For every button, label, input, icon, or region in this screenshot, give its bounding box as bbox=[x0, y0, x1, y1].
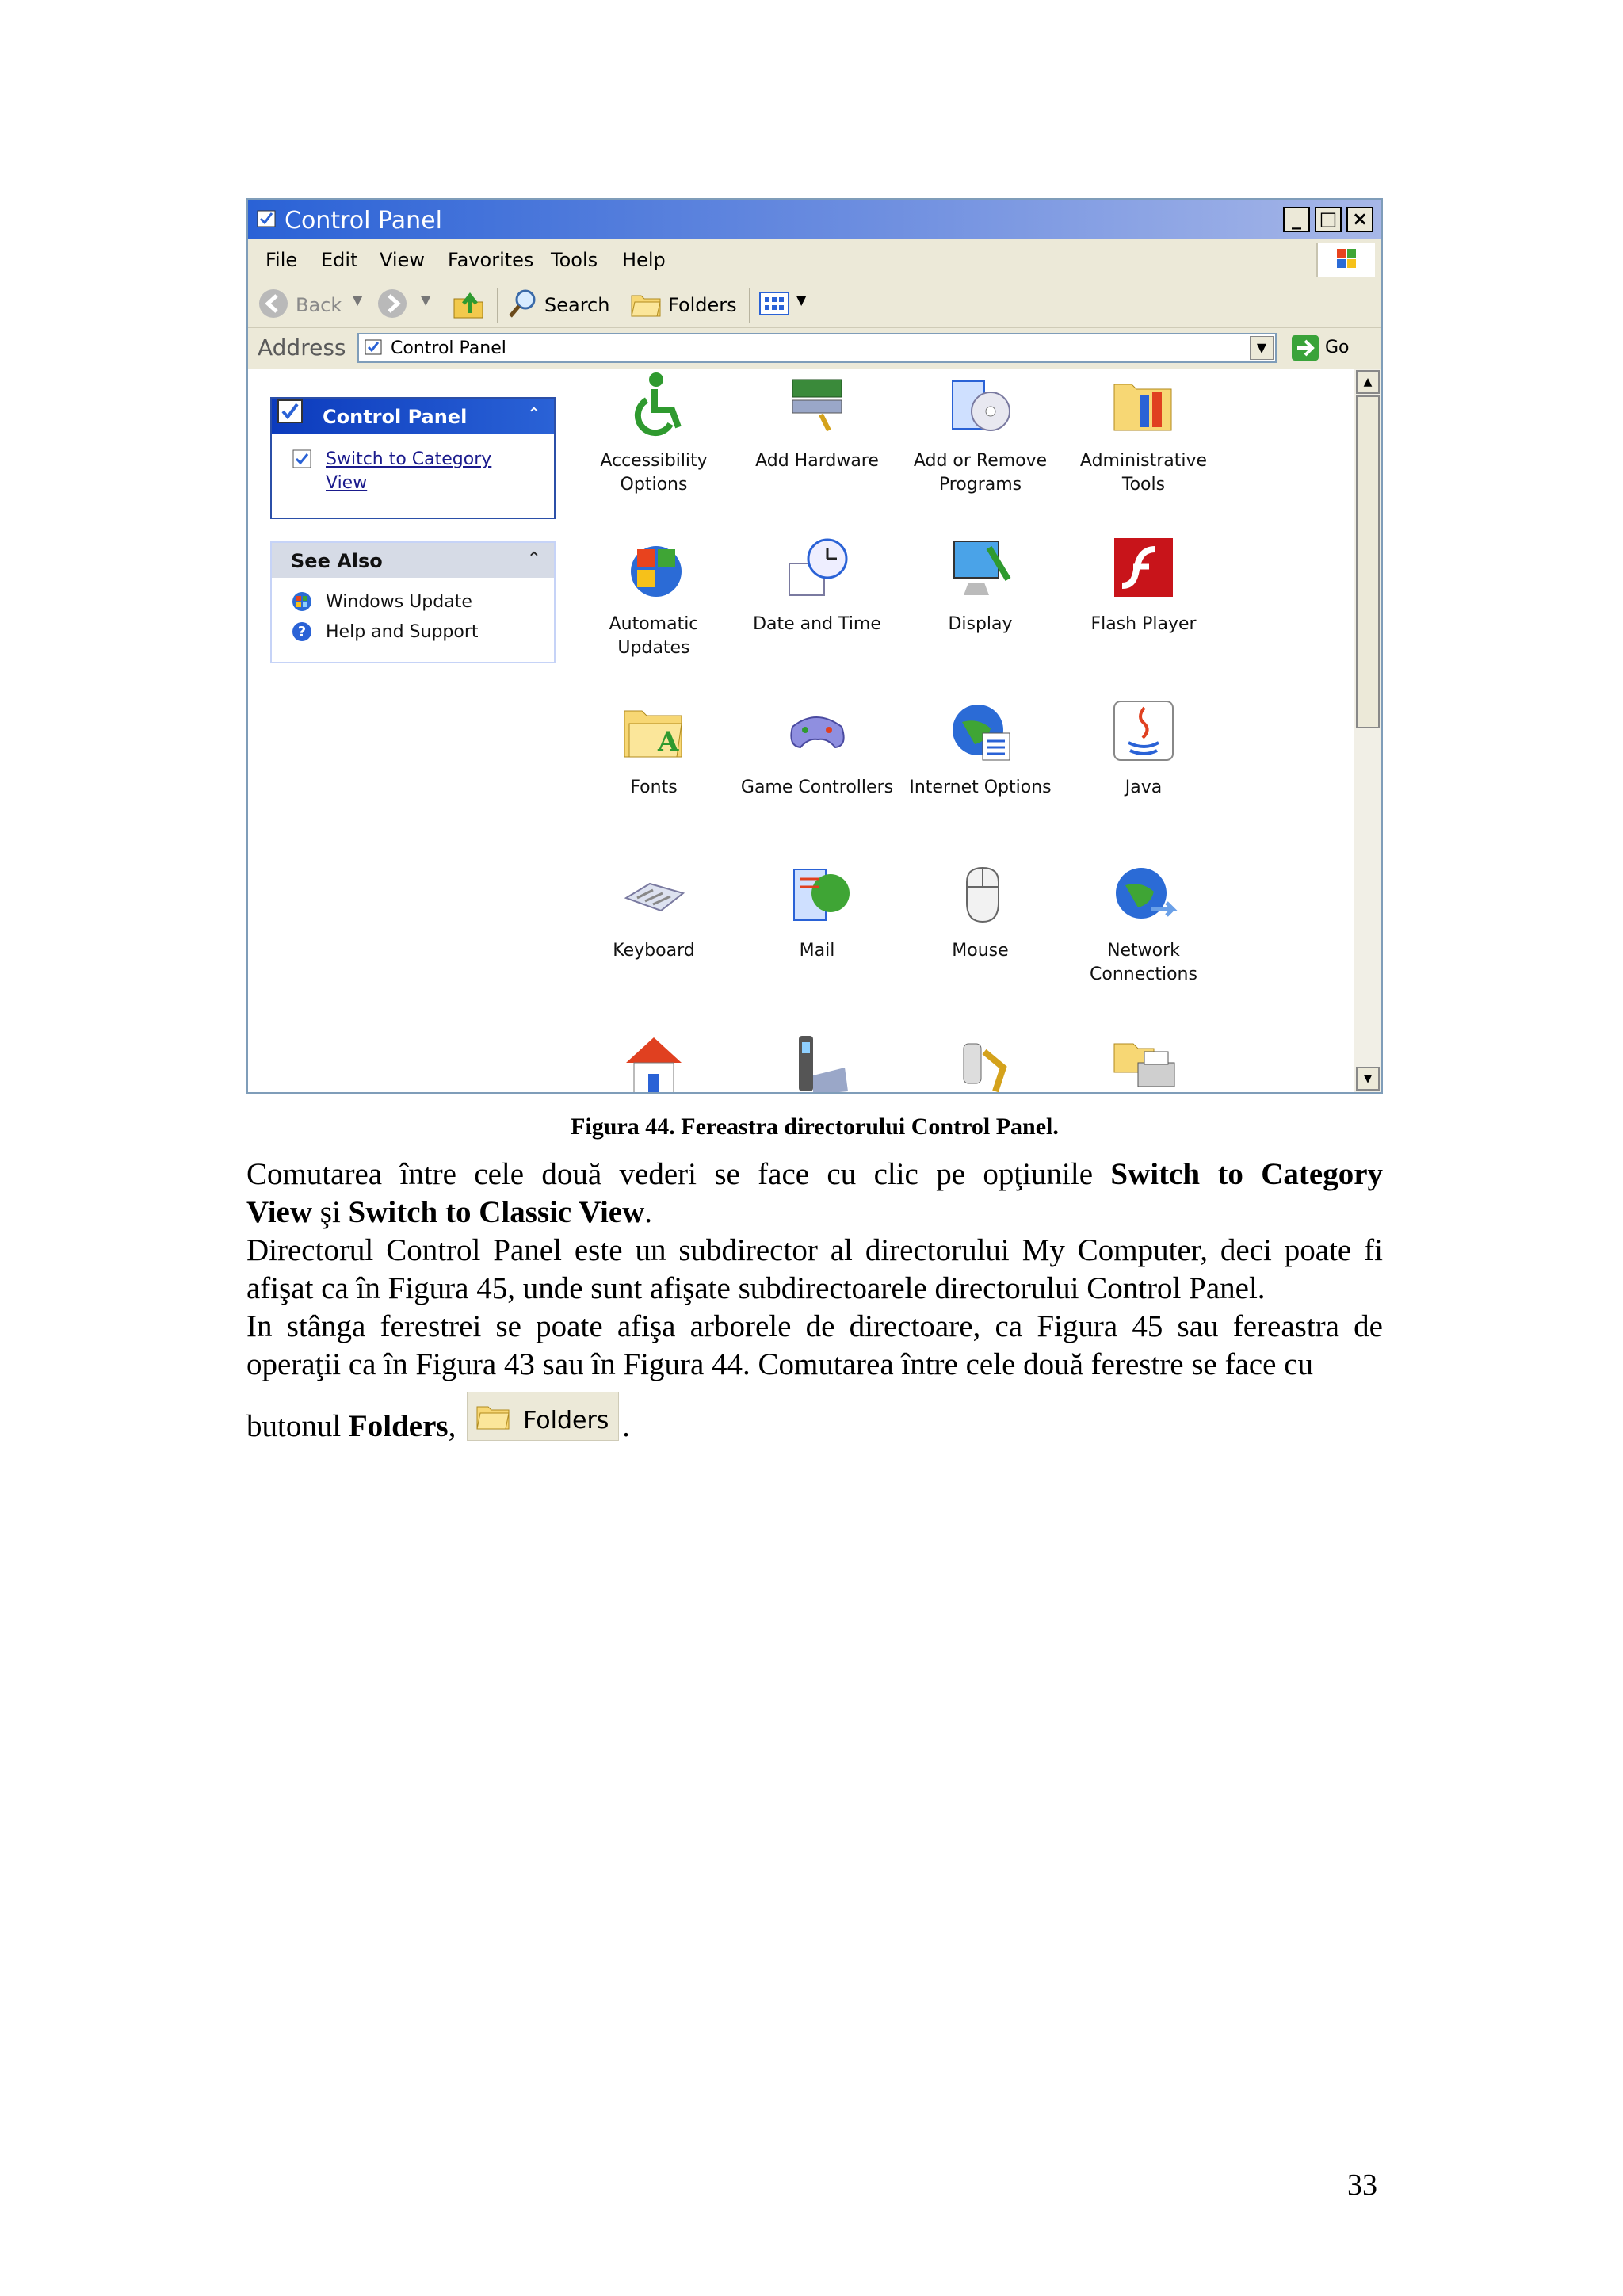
control-panel-item[interactable] bbox=[901, 369, 1060, 497]
menu-file[interactable]: File bbox=[265, 249, 298, 271]
back-button[interactable]: Back ▼ bbox=[258, 288, 369, 319]
switch-to-category-link[interactable]: Switch to Category bbox=[326, 449, 492, 469]
item-label: Fonts bbox=[630, 777, 678, 797]
control-panel-item[interactable] bbox=[575, 369, 733, 497]
task-pane-title: Control Panel bbox=[323, 406, 468, 428]
item-label: Game Controllers bbox=[740, 777, 894, 797]
mail-icon bbox=[781, 858, 853, 930]
accessibility-icon bbox=[618, 369, 689, 440]
windows-update-icon bbox=[291, 590, 313, 613]
date-time-icon bbox=[781, 532, 853, 603]
figure-caption: Figura 44. Fereastra directorului Control Panel. bbox=[571, 1114, 1059, 1140]
paragraph-4: butonul Folders, Folders . bbox=[246, 1392, 1383, 1446]
phone-modem-icon bbox=[781, 1028, 853, 1094]
control-panel-item[interactable] bbox=[575, 858, 733, 963]
control-panel-small-icon bbox=[364, 338, 384, 358]
add-hardware-icon bbox=[781, 369, 853, 440]
see-also-title: See Also bbox=[291, 550, 383, 572]
item-label: Mouse bbox=[952, 941, 1009, 961]
item-label: Automatic Updates bbox=[609, 614, 699, 658]
control-panel-item[interactable] bbox=[1064, 532, 1223, 636]
network-connections-icon bbox=[1108, 858, 1179, 930]
up-folder-icon bbox=[451, 288, 486, 321]
item-label: Mail bbox=[799, 941, 835, 961]
help-icon bbox=[291, 621, 313, 643]
address-bar bbox=[248, 328, 1381, 368]
title-bar[interactable] bbox=[248, 200, 1381, 239]
item-label: Internet Options bbox=[909, 777, 1052, 797]
menu-favorites[interactable]: Favorites bbox=[448, 249, 534, 271]
views-button[interactable] bbox=[758, 288, 814, 319]
inline-folders-button-image: Folders bbox=[467, 1392, 619, 1441]
forward-dropdown-icon: ▼ bbox=[421, 292, 431, 308]
control-panel-item[interactable] bbox=[901, 532, 1060, 636]
game-controllers-icon bbox=[781, 695, 853, 766]
switch-to-category-link-line2[interactable]: View bbox=[326, 473, 368, 493]
java-icon bbox=[1108, 695, 1179, 766]
item-label: Flash Player bbox=[1090, 614, 1197, 634]
close-button[interactable]: × bbox=[1346, 207, 1373, 232]
svg-text:A: A bbox=[658, 726, 679, 758]
views-dropdown-icon: ▼ bbox=[796, 292, 807, 308]
item-label: Java bbox=[1125, 777, 1163, 797]
power-options-icon bbox=[945, 1028, 1016, 1094]
partial-icon-power-options[interactable] bbox=[901, 1028, 1060, 1094]
home-icon bbox=[618, 1028, 689, 1094]
collapse-chevron-icon[interactable]: ⌃ bbox=[526, 405, 541, 425]
keyboard-icon bbox=[618, 858, 689, 930]
scroll-thumb[interactable] bbox=[1356, 395, 1380, 728]
control-panel-item[interactable] bbox=[1064, 858, 1223, 987]
administrative-tools-icon bbox=[1108, 369, 1179, 440]
item-label: Accessibility Options bbox=[600, 451, 708, 495]
page-number: 33 bbox=[1347, 2168, 1377, 2202]
folder-icon bbox=[630, 288, 662, 319]
vertical-scrollbar[interactable] bbox=[1354, 369, 1381, 1092]
item-label: Network Connections bbox=[1090, 941, 1197, 984]
toolbar-separator bbox=[497, 288, 498, 323]
scroll-down-icon[interactable]: ▼ bbox=[1356, 1067, 1380, 1091]
collapse-chevron-icon[interactable]: ⌃ bbox=[526, 549, 541, 569]
svg-text:?: ? bbox=[297, 624, 307, 640]
forward-arrow-icon bbox=[376, 288, 408, 319]
paragraph-1-line-2: View şi Switch to Classic View. bbox=[246, 1195, 653, 1229]
printers-faxes-icon bbox=[1108, 1028, 1179, 1094]
help-and-support-link[interactable]: Help and Support bbox=[326, 622, 479, 642]
menu-bar bbox=[248, 239, 1381, 281]
toolbar-separator bbox=[749, 288, 750, 323]
control-panel-item[interactable] bbox=[738, 369, 896, 473]
item-label: Date and Time bbox=[753, 614, 881, 634]
views-icon bbox=[758, 288, 793, 319]
fonts-icon bbox=[618, 695, 689, 766]
menu-help[interactable]: Help bbox=[622, 249, 666, 271]
control-panel-item[interactable] bbox=[1064, 369, 1223, 497]
back-dropdown-icon: ▼ bbox=[353, 292, 363, 308]
scroll-up-icon[interactable]: ▲ bbox=[1356, 370, 1380, 394]
control-panel-item[interactable] bbox=[575, 532, 733, 660]
up-folder-button[interactable] bbox=[451, 288, 486, 319]
control-panel-icon bbox=[256, 208, 277, 229]
control-panel-item[interactable] bbox=[738, 532, 896, 636]
partial-icon-printers[interactable] bbox=[1064, 1028, 1223, 1094]
control-panel-window bbox=[246, 198, 1383, 1094]
address-dropdown-icon[interactable]: ▼ bbox=[1250, 336, 1274, 360]
item-label: Add or Remove Programs bbox=[913, 451, 1048, 495]
search-icon bbox=[506, 288, 538, 319]
address-label: Address bbox=[258, 334, 346, 361]
back-arrow-icon bbox=[258, 288, 289, 319]
display-icon bbox=[945, 532, 1016, 603]
windows-update-link[interactable]: Windows Update bbox=[326, 592, 472, 612]
partial-icon-home[interactable] bbox=[575, 1028, 733, 1094]
internet-options-icon bbox=[945, 695, 1016, 766]
address-value: Control Panel bbox=[391, 338, 506, 358]
control-panel-item[interactable] bbox=[738, 695, 896, 800]
menu-edit[interactable]: Edit bbox=[321, 249, 358, 271]
add-remove-programs-icon bbox=[945, 369, 1016, 440]
menu-view[interactable]: View bbox=[380, 249, 425, 271]
control-panel-item[interactable] bbox=[1064, 695, 1223, 800]
control-panel-item[interactable] bbox=[901, 858, 1060, 963]
paragraph-3: In stânga ferestrei se poate afişa arborele de directoare, ca Figura 45 sau fereastra de operaţii ca în Figura 43 sau în Figura 44. Comutarea între cele două ferestre se face cu bbox=[246, 1309, 1383, 1381]
task-pane bbox=[270, 397, 556, 519]
minimize-button[interactable]: _ bbox=[1283, 207, 1310, 232]
task-pane-header[interactable] bbox=[272, 399, 554, 434]
folders-button[interactable]: Folders bbox=[630, 288, 741, 319]
control-panel-icon bbox=[275, 395, 307, 427]
item-label: Add Hardware bbox=[755, 451, 879, 471]
flash-player-icon bbox=[1108, 532, 1179, 603]
address-input[interactable] bbox=[357, 333, 1277, 363]
item-label: Keyboard bbox=[613, 941, 695, 961]
window-title: Control Panel bbox=[285, 207, 442, 235]
paragraph-1-line-1: Comutarea între cele două vederi se face cu clic pe opţiunile Switch to Category bbox=[246, 1157, 1384, 1191]
partial-icon-phone-modem[interactable] bbox=[738, 1028, 896, 1094]
menu-tools[interactable]: Tools bbox=[551, 249, 598, 271]
maximize-button[interactable]: □ bbox=[1315, 207, 1342, 232]
forward-button[interactable] bbox=[376, 288, 440, 319]
mouse-icon bbox=[945, 858, 1016, 930]
control-panel-item[interactable] bbox=[575, 695, 733, 800]
switch-view-icon bbox=[291, 448, 313, 470]
control-panel-item[interactable] bbox=[901, 695, 1060, 800]
toolbar bbox=[248, 281, 1381, 328]
folder-icon bbox=[475, 1402, 510, 1431]
windows-logo bbox=[1316, 243, 1375, 277]
item-label: Display bbox=[948, 614, 1013, 634]
control-panel-item[interactable] bbox=[738, 858, 896, 963]
see-also-pane bbox=[270, 541, 556, 663]
go-button[interactable]: Go bbox=[1291, 334, 1350, 361]
search-button[interactable]: Search bbox=[506, 288, 617, 319]
content-area bbox=[248, 369, 1356, 1092]
body-text bbox=[246, 1156, 1383, 1446]
go-arrow-icon bbox=[1291, 334, 1319, 361]
paragraph-2: Directorul Control Panel este un subdirector al directorului My Computer, deci poate fi afişat ca în Figura 45, unde sunt afişate subdirectoarele directorului Control Panel. bbox=[246, 1233, 1383, 1305]
item-label: Administrative Tools bbox=[1079, 451, 1208, 495]
automatic-updates-icon bbox=[618, 532, 689, 603]
see-also-header[interactable] bbox=[272, 543, 554, 578]
